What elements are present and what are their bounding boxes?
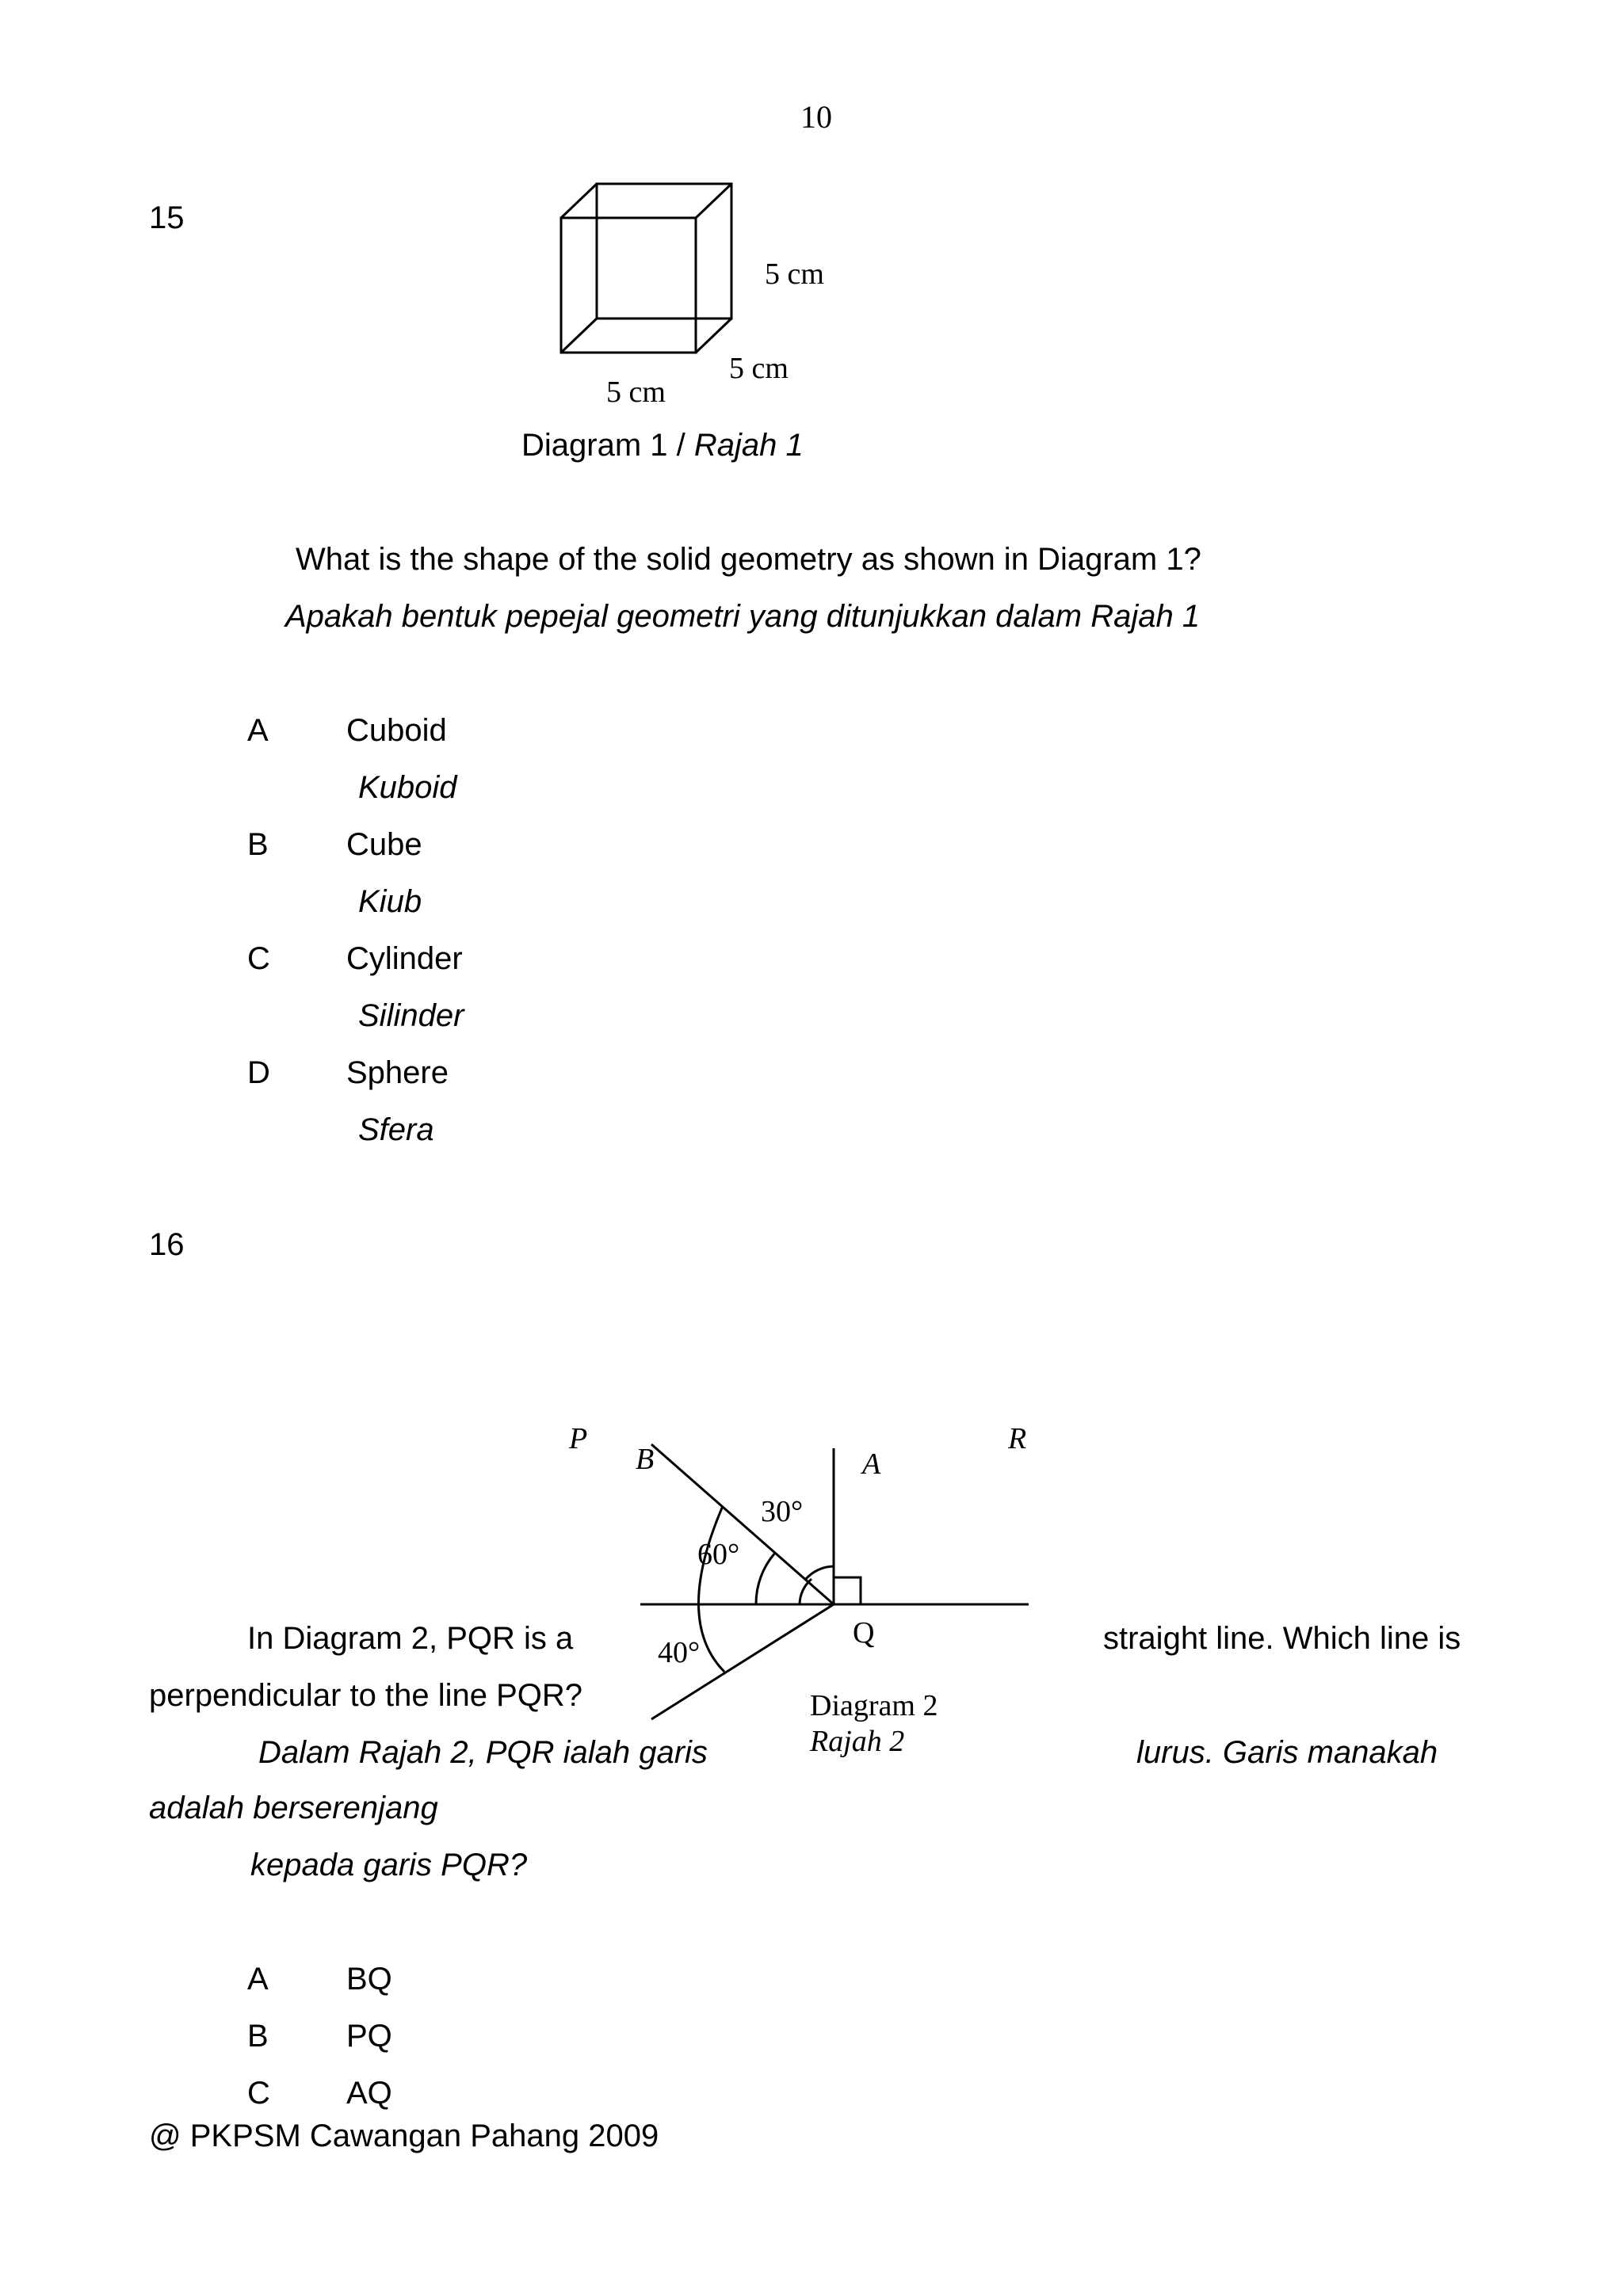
option-letter: C <box>247 2076 270 2111</box>
option-text-en: Cylinder <box>346 941 463 976</box>
angle-40-label: 40° <box>658 1636 701 1669</box>
diagram-1-caption <box>521 429 804 461</box>
option-letter: A <box>247 713 269 748</box>
question-16-text-ms-line3: kepada garis PQR? <box>250 1848 528 1882</box>
option-letter: B <box>247 2019 269 2054</box>
cube-depth-label: 5 cm <box>729 352 789 385</box>
line-bq <box>651 1444 834 1604</box>
question-15-text-ms: Apakah bentuk pepejal geometri yang ditunjukkan dalam Rajah 1 <box>285 599 1201 634</box>
caption-en: Diagram 1 / <box>521 428 694 463</box>
option-letter: C <box>247 941 270 976</box>
label-a: A <box>862 1447 881 1481</box>
arc-angle-30 <box>805 1566 834 1580</box>
angle-30-label: 30° <box>761 1495 804 1528</box>
label-r: R <box>1008 1422 1027 1455</box>
option-text-ms: Sfera <box>358 1112 434 1147</box>
diagram-2-caption-en: Diagram 2 <box>810 1689 938 1722</box>
diagram-2-caption-ms: Rajah 2 <box>810 1725 905 1758</box>
label-p: P <box>569 1422 588 1455</box>
option-text-ms: Silinder <box>358 998 464 1033</box>
arc-angle-40 <box>698 1506 724 1672</box>
option-text-ms: Kuboid <box>358 770 457 805</box>
question-16-text-en-part1: In Diagram 2, PQR is a <box>247 1621 574 1656</box>
option-text-en: Sphere <box>346 1055 449 1090</box>
question-number-15: 15 <box>149 200 185 235</box>
question-16-text-ms-part1: Dalam Rajah 2, PQR ialah garis <box>258 1735 708 1770</box>
question-number-16: 16 <box>149 1227 185 1262</box>
question-16-text-en-line2: perpendicular to the line PQR? <box>149 1678 582 1713</box>
question-16-text-ms-part2: lurus. Garis manakah <box>1136 1735 1438 1770</box>
question-16-text-ms-line2: adalah berserenjang <box>149 1791 438 1825</box>
cube-height-label: 5 cm <box>765 257 824 291</box>
arc-angle-60 <box>756 1553 775 1604</box>
option-letter: D <box>247 1055 270 1090</box>
option-text-en: Cube <box>346 827 422 862</box>
cube-width-label: 5 cm <box>606 376 666 409</box>
option-text: AQ <box>346 2076 392 2111</box>
option-text: PQ <box>346 2019 392 2054</box>
option-text: BQ <box>346 1962 392 1997</box>
cube-outline <box>561 184 731 353</box>
angle-60-label: 60° <box>697 1538 740 1571</box>
right-angle-marker <box>834 1577 861 1604</box>
cube-diagram <box>547 174 864 412</box>
question-16-text-en-part2: straight line. Which line is <box>1103 1621 1461 1656</box>
caption-ms: Rajah 1 <box>693 428 804 463</box>
page-number: 10 <box>800 99 832 135</box>
label-q: Q <box>853 1616 875 1650</box>
option-text-ms: Kiub <box>358 884 422 919</box>
option-text-en: Cuboid <box>346 713 447 748</box>
angle-diagram <box>547 1410 1054 1791</box>
option-letter: A <box>247 1962 269 1997</box>
question-15-text-en: What is the shape of the solid geometry as shown in Diagram 1? <box>296 542 1201 577</box>
option-letter: B <box>247 827 269 862</box>
footer-copyright: @ PKPSM Cawangan Pahang 2009 <box>149 2119 659 2153</box>
label-b: B <box>636 1443 655 1476</box>
